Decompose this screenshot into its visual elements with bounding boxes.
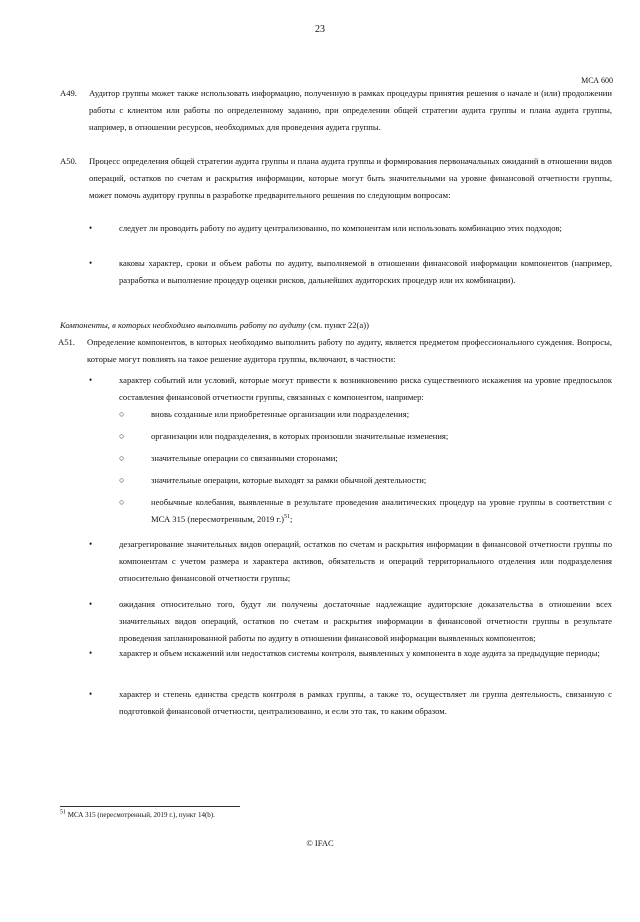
bullet-icon: • — [89, 689, 93, 699]
sub-list-item: ○ вновь созданные или приобретенные организации или подразделения; — [119, 406, 612, 423]
bullet-icon: • — [89, 258, 93, 268]
paragraph-text: Аудитор группы может также использовать информацию, полученную в рамках процедуры принятия решения о начале и (или) продолжении работы с клиентом или работы по определенному заданию, при определении общей стратегии аудита группы и плана аудита группы, например, в отношении ресурсов, необходимых для проведения аудита группы. — [89, 88, 612, 133]
paragraph-a51 — [60, 334, 612, 368]
sub-list-item: ○ значительные операции со связанными сторонами; — [119, 450, 612, 467]
list-item: • характер событий или условий, которые могут привести к возникновению риска существенного искажения на уровне предпосылок составления финансовой отчетности группы, связанных с компонентом, например: — [89, 372, 612, 406]
list-item: • характер и объем искажений или недостатков системы контроля, выявленных у компонента в ходе аудита за предыдущие периоды; — [89, 645, 612, 662]
section-heading: Компоненты, в которых необходимо выполнить работу по аудиту (см. пункт 22(a)) — [60, 320, 369, 330]
paragraph-text: Определение компонентов, в которых необходимо выполнить работу по аудиту, является предметом профессионального суждения. Вопросы, которые могут повлиять на такое решение аудитора группы, включают, в частности: — [87, 337, 612, 365]
bullet-icon: • — [89, 539, 93, 549]
footnote-ref[interactable]: 51 — [283, 514, 290, 521]
bullet-icon: • — [89, 375, 93, 385]
paragraph-text: Процесс определения общей стратегии аудита группы и плана аудита группы и формирования первоначальных ожиданий в отношении видов операций, остатков по счетам и раскрытия информации, которые могут быть значительными на уровне финансовой отчетности группы, может помочь аудитору группы в разработке предварительного решения по следующим вопросам: — [89, 156, 612, 201]
bullet-icon: • — [89, 648, 93, 658]
circle-bullet-icon: ○ — [119, 409, 125, 419]
sub-list-item: ○ необычные колебания, выявленные в результате проведения аналитических процедур на уровне группы в соответствии с МСА 315 (пересмотренным, 2019 г.)$^{51}$; — [119, 494, 612, 528]
list-item: • дезагрегирование значительных видов операций, остатков по счетам и раскрытия информации в финансовой отчетности группы по компонентам с учетом размера и характера активов, обязательств и операций территориального отделения или подразделения относительно финансовой отчетности группы; — [89, 536, 612, 588]
paragraph-number: A51. — [58, 337, 75, 347]
circle-bullet-icon: ○ — [119, 497, 125, 507]
list-item: • следует ли проводить работу по аудиту централизованно, по компонентам или использовать комбинацию этих подходов; — [89, 220, 612, 237]
paragraph-number: A49. — [60, 88, 77, 98]
sub-list-item: ○ значительные операции, которые выходят за рамки обычной деятельности; — [119, 472, 612, 489]
circle-bullet-icon: ○ — [119, 431, 125, 441]
list-item: • характер и степень единства средств контроля в рамках группы, а также то, осуществляет ли группа деятельность, связанную с подготовкой финансовой отчетности, централизованно, и если это так, то каким образом. — [89, 686, 612, 720]
bullet-icon: • — [89, 599, 93, 609]
list-item: • ожидания относительно того, будут ли получены достаточные надлежащие аудиторские доказательства в отношении всех значительных видов операций, остатков по счетам и раскрытия информации в финансовой отчетности группы в результате проведения запланированной работы по аудиту в отношении финансовой информации выявленных компонентов; — [89, 596, 612, 648]
circle-bullet-icon: ○ — [119, 453, 125, 463]
bullet-icon: • — [89, 223, 93, 233]
paragraph-a49 — [60, 85, 612, 137]
standard-tag: МСА 600 — [581, 76, 613, 85]
paragraph-number: A50. — [60, 156, 77, 166]
page-number: 23 — [315, 24, 325, 35]
paragraph-a50 — [60, 153, 612, 205]
sub-list-item: ○ организации или подразделения, в которых произошли значительные изменения; — [119, 428, 612, 445]
list-item: • каковы характер, сроки и объем работы по аудиту, выполняемой в отношении финансовой информации компонентов (например, разработка и выполнение процедур оценки рисков, дальнейших аудиторских процедур или их комбинации). — [89, 255, 612, 289]
footnote: $^{51}$ МСА 315 (пересмотренный, 2019 г.), пункт 14(b). — [60, 809, 215, 819]
footnote-divider — [60, 806, 240, 807]
page-footer: © IFAC — [306, 838, 334, 848]
circle-bullet-icon: ○ — [119, 475, 125, 485]
